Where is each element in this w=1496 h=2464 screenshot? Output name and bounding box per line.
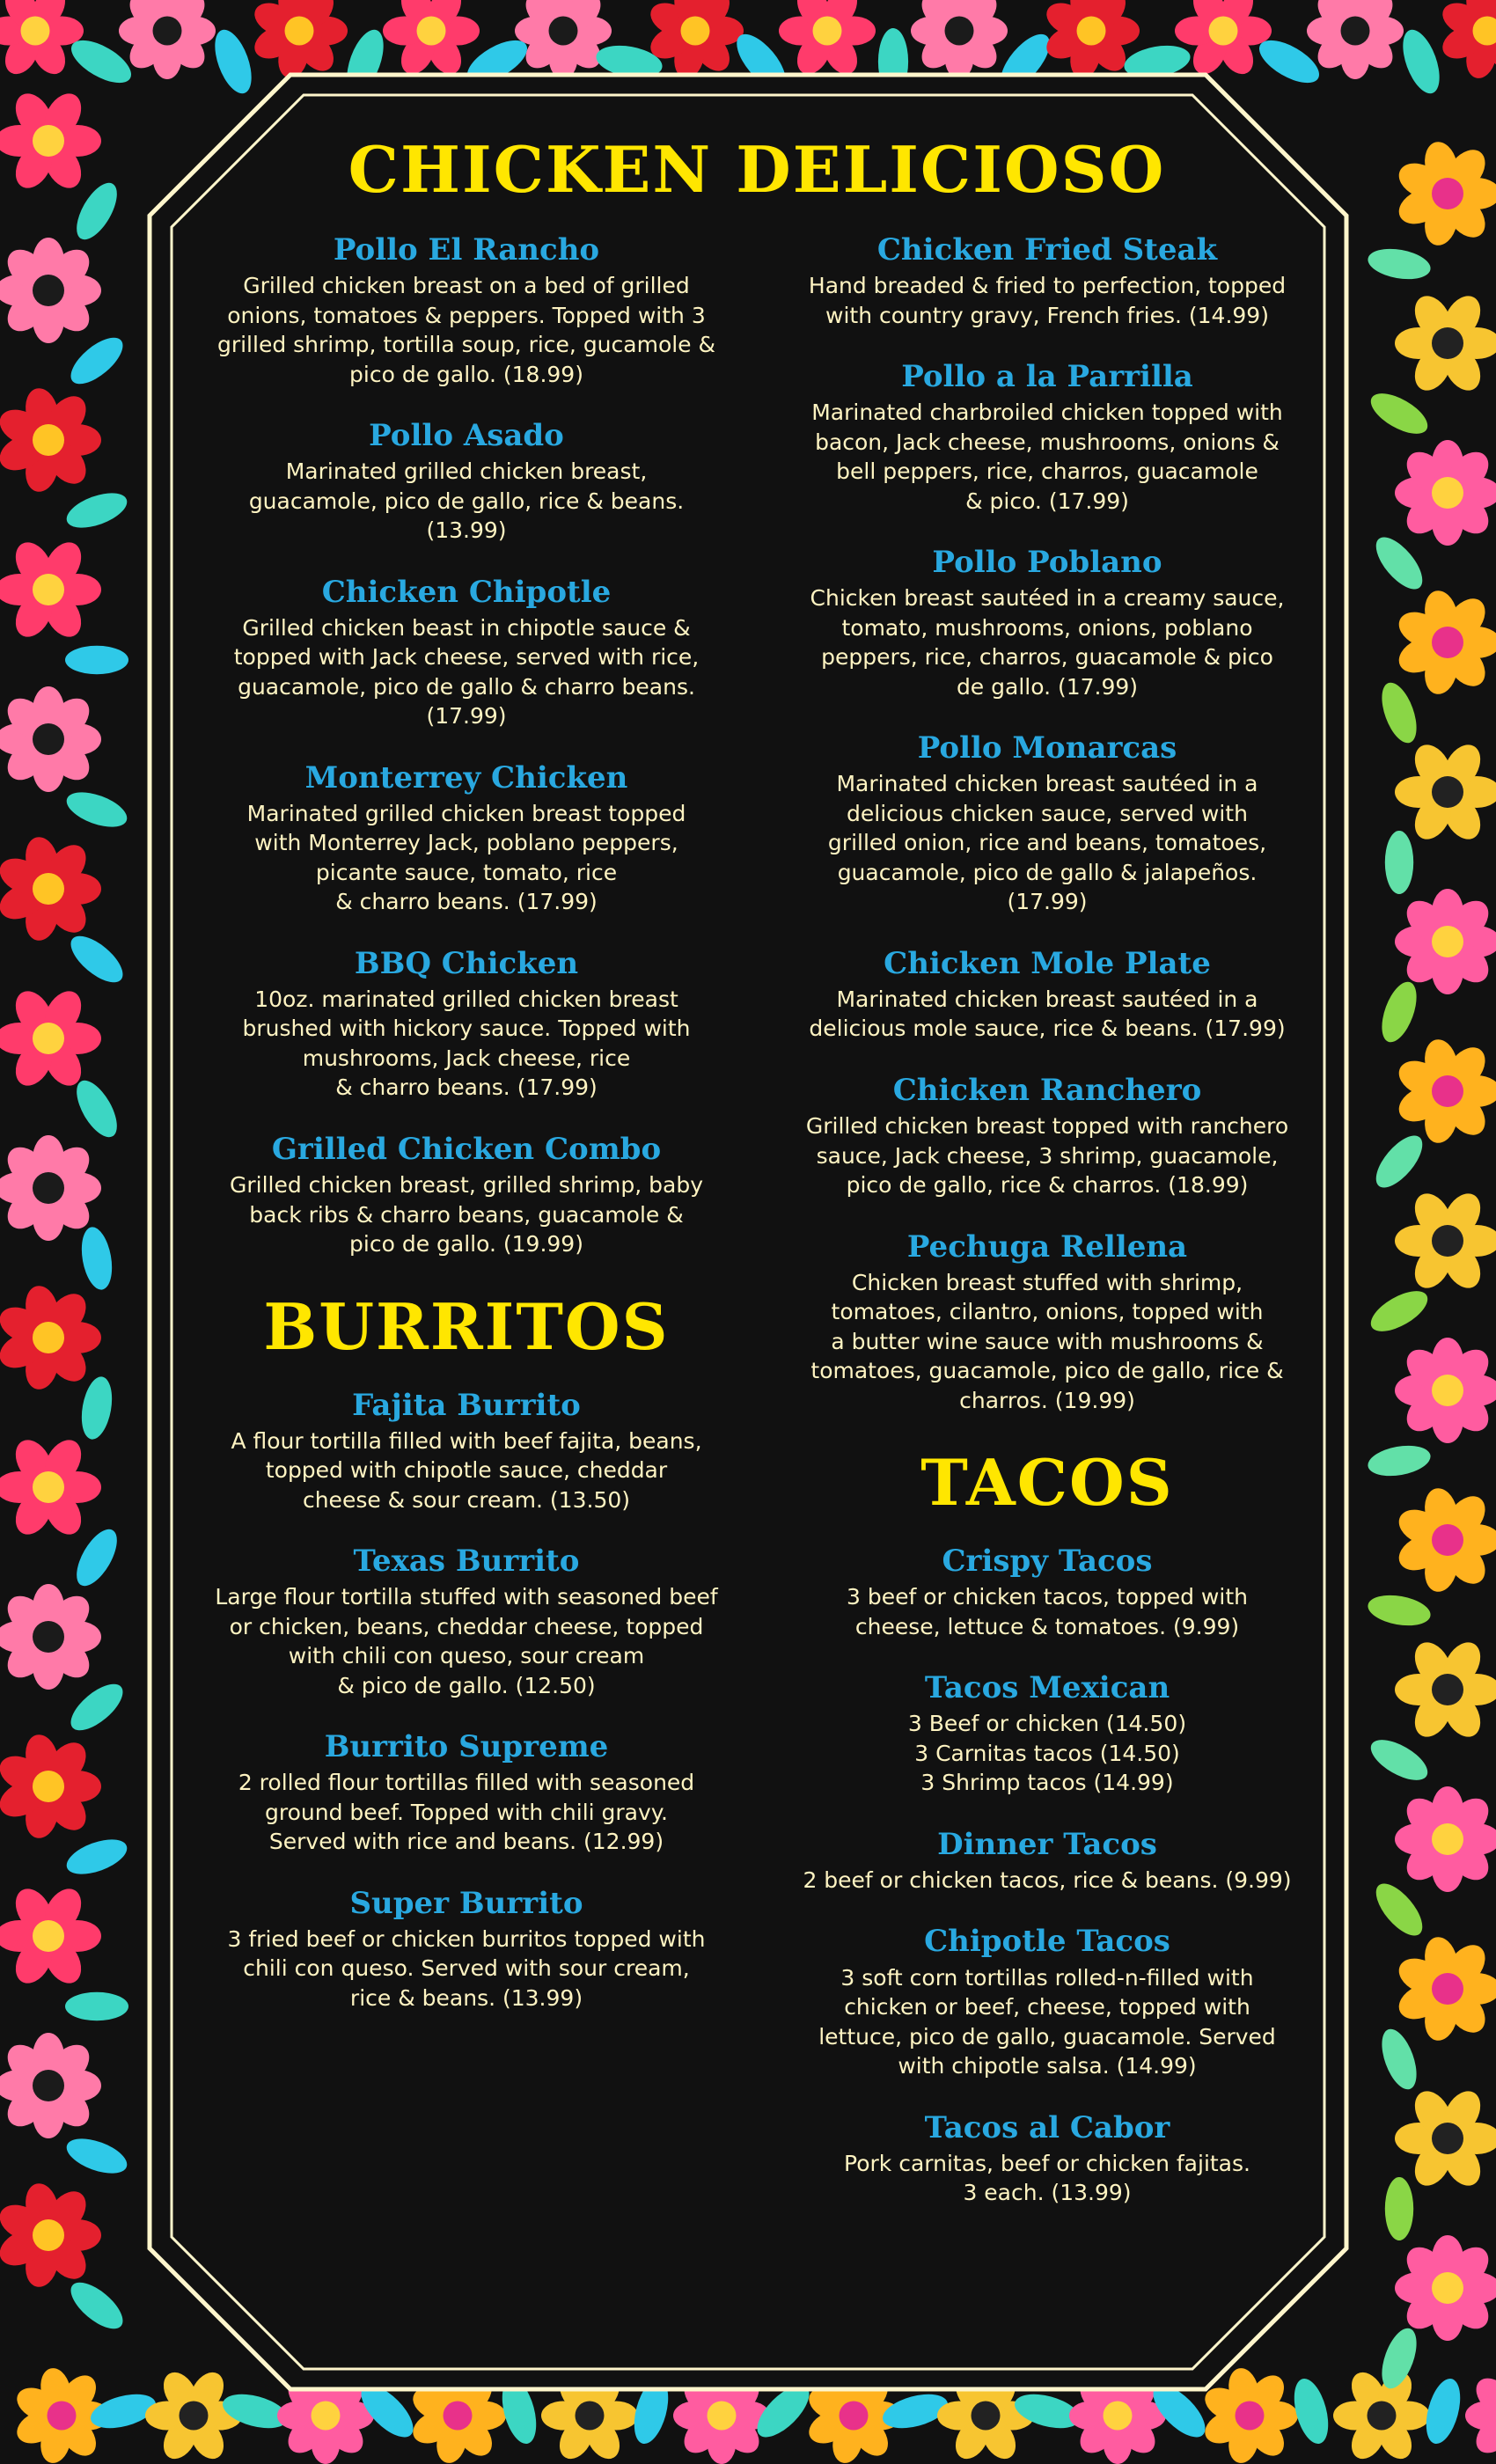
item-description: 2 beef or chicken tacos, rice & beans. (9.99) bbox=[803, 1866, 1292, 1893]
item-description: Large flour tortilla stuffed with seasoned beef or chicken, beans, cheddar cheese, topped with chili con queso, sour cream & pico de gallo. (12.50) bbox=[215, 1584, 718, 1698]
menu-item bbox=[766, 360, 1329, 516]
page-title: CHICKEN DELICIOSO bbox=[348, 132, 1166, 207]
item-name: Tacos al Cabor bbox=[924, 2109, 1170, 2145]
menu-item bbox=[185, 1389, 748, 1515]
left-column bbox=[185, 233, 748, 2042]
item-name: Burrito Supreme bbox=[324, 1729, 609, 1765]
item-description: Marinated chicken breast sautéed in a delicious mole sauce, rice & beans. (17.99) bbox=[809, 986, 1286, 1042]
item-name: Pollo Monarcas bbox=[917, 730, 1177, 766]
item-description: A flour tortilla filled with beef fajita, beans, topped with chipotle sauce, cheddar cheese & sour cream. (13.50) bbox=[231, 1427, 702, 1513]
item-name: Chicken Chipotle bbox=[321, 574, 612, 610]
section-title-tacos: TACOS bbox=[920, 1445, 1174, 1521]
item-description: 3 Beef or chicken (14.50) 3 Carnitas tacos (14.50) 3 Shrimp tacos (14.99) bbox=[907, 1711, 1187, 1796]
right-column bbox=[766, 233, 1329, 2238]
menu-item bbox=[185, 233, 748, 389]
menu-item bbox=[185, 1887, 748, 2013]
item-name: Chicken Mole Plate bbox=[884, 945, 1211, 981]
menu-item bbox=[185, 1133, 748, 1259]
item-description: Marinated grilled chicken breast, guacamole, pico de gallo, rice & beans. (13.99) bbox=[248, 458, 685, 544]
item-description: 3 soft corn tortillas rolled-n-filled with chicken or beef, cheese, topped with lettuce, pico de gallo, guacamole. Served with chipotle salsa. (14.99) bbox=[818, 1964, 1276, 2079]
item-name: Dinner Tacos bbox=[937, 1826, 1157, 1862]
item-name: Chipotle Tacos bbox=[924, 1924, 1170, 1960]
menu-item bbox=[766, 233, 1329, 330]
item-name: BBQ Chicken bbox=[354, 945, 579, 981]
menu-item bbox=[766, 1074, 1329, 1200]
menu-item bbox=[185, 576, 748, 731]
item-description: Marinated charbroiled chicken topped with bacon, Jack cheese, mushrooms, onions & bell peppers, rice, charros, guacamole & pico. (17.99) bbox=[811, 400, 1283, 514]
item-name: Grilled Chicken Combo bbox=[271, 1131, 662, 1167]
menu-item bbox=[766, 947, 1329, 1044]
item-description: 10oz. marinated grilled chicken breast brushed with hickory sauce. Topped with mushrooms, Jack cheese, rice & charro beans. (17.99) bbox=[242, 986, 691, 1101]
item-description: Grilled chicken breast on a bed of grilled onions, tomatoes & peppers. Topped with 3 grilled shrimp, tortilla soup, rice, gucamole & pico de gallo. (18.99) bbox=[216, 273, 716, 387]
menu-item bbox=[185, 947, 748, 1103]
menu-item bbox=[185, 419, 748, 546]
item-name: Pollo a la Parrilla bbox=[901, 359, 1193, 395]
item-description: Chicken breast stuffed with shrimp, tomatoes, cilantro, onions, topped with a butter wine sauce with mushrooms & tomatoes, guacamole, pico de gallo, rice & charros. (19.99) bbox=[810, 1269, 1284, 1413]
menu-item bbox=[185, 761, 748, 917]
item-description: Grilled chicken breast topped with ranchero sauce, Jack cheese, 3 shrimp, guacamole, pico de gallo, rice & charros. (18.99) bbox=[805, 1113, 1289, 1199]
item-description: Grilled chicken breast, grilled shrimp, baby back ribs & charro beans, guacamole & pico de gallo. (19.99) bbox=[230, 1172, 703, 1258]
item-description: Marinated chicken breast sautéed in a delicious chicken sauce, served with grilled onion, rice and beans, tomatoes, guacamole, pico de gallo & jalapeños. (17.99) bbox=[827, 771, 1267, 915]
menu-content bbox=[185, 123, 1329, 2235]
item-name: Monterrey Chicken bbox=[304, 759, 628, 796]
item-description: Marinated grilled chicken breast topped with Monterrey Jack, poblano peppers, picante sauce, tomato, rice & charro beans. (17.99) bbox=[246, 800, 686, 915]
item-description: 2 rolled flour tortillas filled with seasoned ground beef. Topped with chili gravy. Served with rice and beans. (12.99) bbox=[238, 1770, 695, 1855]
menu-item bbox=[766, 1230, 1329, 1416]
item-name: Fajita Burrito bbox=[352, 1387, 581, 1423]
item-name: Crispy Tacos bbox=[942, 1544, 1153, 1580]
menu-item bbox=[766, 1925, 1329, 2080]
menu-item bbox=[185, 1544, 748, 1700]
item-description: 3 beef or chicken tacos, topped with cheese, lettuce & tomatoes. (9.99) bbox=[847, 1584, 1248, 1639]
section-title-burritos: BURRITOS bbox=[263, 1288, 670, 1364]
menu-item bbox=[766, 1671, 1329, 1798]
item-name: Chicken Fried Steak bbox=[876, 232, 1218, 268]
item-description: 3 fried beef or chicken burritos topped with chili con queso. Served with sour cream, rice & beans. (13.99) bbox=[227, 1925, 706, 2011]
menu-item bbox=[766, 546, 1329, 701]
menu-item bbox=[766, 1544, 1329, 1641]
item-name: Chicken Ranchero bbox=[892, 1072, 1202, 1108]
item-name: Tacos Mexican bbox=[924, 1670, 1170, 1706]
item-name: Pollo Asado bbox=[369, 418, 564, 454]
menu-item bbox=[766, 2111, 1329, 2208]
menu-item bbox=[766, 731, 1329, 917]
item-name: Pollo Poblano bbox=[932, 545, 1162, 581]
item-name: Super Burrito bbox=[349, 1885, 583, 1921]
item-description: Grilled chicken beast in chipotle sauce & topped with Jack cheese, served with rice, guacamole, pico de gallo & charro beans. (17.99) bbox=[233, 614, 700, 730]
menu-item bbox=[185, 1730, 748, 1857]
item-name: Pollo El Rancho bbox=[333, 232, 600, 268]
item-name: Texas Burrito bbox=[353, 1544, 580, 1580]
item-description: Pork carnitas, beef or chicken fajitas. 3 each. (13.99) bbox=[844, 2150, 1250, 2206]
item-description: Chicken breast sautéed in a creamy sauce, tomato, mushrooms, onions, poblano peppers, rice, charros, guacamole & pico de gallo. (17.99) bbox=[810, 585, 1285, 700]
item-description: Hand breaded & fried to perfection, topped with country gravy, French fries. (14.99) bbox=[808, 273, 1287, 328]
menu-item bbox=[766, 1828, 1329, 1896]
item-name: Pechuga Rellena bbox=[906, 1228, 1188, 1265]
